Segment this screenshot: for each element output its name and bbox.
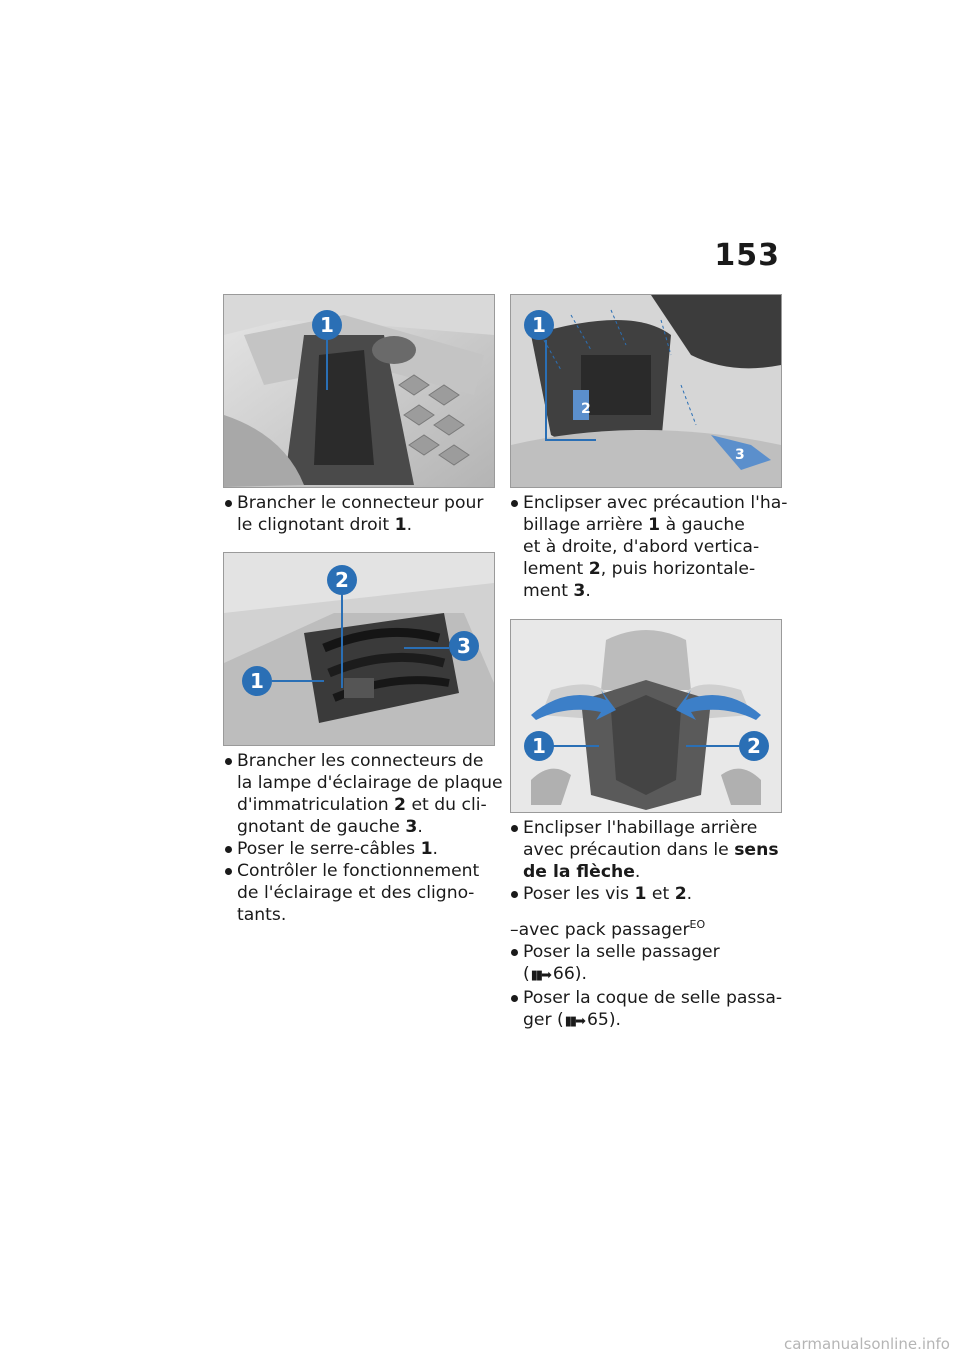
figure-callout: 1 <box>532 313 546 337</box>
figure-callout: 1 <box>532 734 546 758</box>
figure-callout: 1 <box>250 669 264 693</box>
page-ref-arrow-icon: ▮▮➡ <box>564 1014 584 1029</box>
page-ref-link[interactable]: 65 <box>586 1010 609 1030</box>
figure-callout: 3 <box>457 634 471 658</box>
option-label: –avec pack passager$^{EO}$ <box>510 918 706 940</box>
bullet-item: Brancher les connecteurs de la lampe d'éclairage de plaque d'immatriculation 2 et du cli- gnotant de gauche 3. <box>224 750 494 838</box>
bullet-item: Poser la coque de selle passa- ger (▮▮➡ 65). <box>510 987 782 1033</box>
left-steps-2-4 <box>224 750 503 926</box>
right-steps-2-5 <box>510 817 782 1033</box>
figure-rear-panel-clip <box>510 294 782 488</box>
page-ref-link[interactable]: 66 <box>552 964 575 984</box>
bullet-item: Poser les vis 1 et 2. <box>510 883 782 905</box>
page-ref-arrow-icon: ▮▮➡ <box>530 968 550 983</box>
page-number: 153 <box>714 238 780 273</box>
figure-turn-signal-right-connector <box>223 294 495 488</box>
watermark-footer: carmanualsonline.info <box>784 1335 950 1353</box>
figure-plate-lamp-connectors <box>223 552 495 746</box>
bullet-item: Poser le serre-câbles 1. <box>224 838 494 860</box>
figure-rear-panel-screws <box>510 619 782 813</box>
bullet-item: Enclipser l'habillage arrière avec précaution dans le sens de la flèche. <box>510 817 782 883</box>
figure-callout: 2 <box>335 568 349 592</box>
bullet-item: Contrôler le fonctionnement de l'éclairage et des clignо- tants. <box>224 860 494 926</box>
left-step-1 <box>224 492 494 536</box>
bullet-item: Brancher le connecteur pour le clignotant droit 1. <box>224 492 494 536</box>
figure-callout: 3 <box>735 447 745 463</box>
figure-callout: 1 <box>320 313 334 337</box>
bullet-item: Poser la selle passager (▮▮➡ 66). <box>510 941 782 987</box>
bullet-item: Enclipser avec précaution l'ha- billage arrière 1 à gauche et à droite, d'abord vertica- lement 2, puis horizontale- ment 3. <box>510 492 782 602</box>
figure-callout: 2 <box>747 734 761 758</box>
right-step-1 <box>510 492 788 602</box>
figure-callout: 2 <box>581 401 591 417</box>
